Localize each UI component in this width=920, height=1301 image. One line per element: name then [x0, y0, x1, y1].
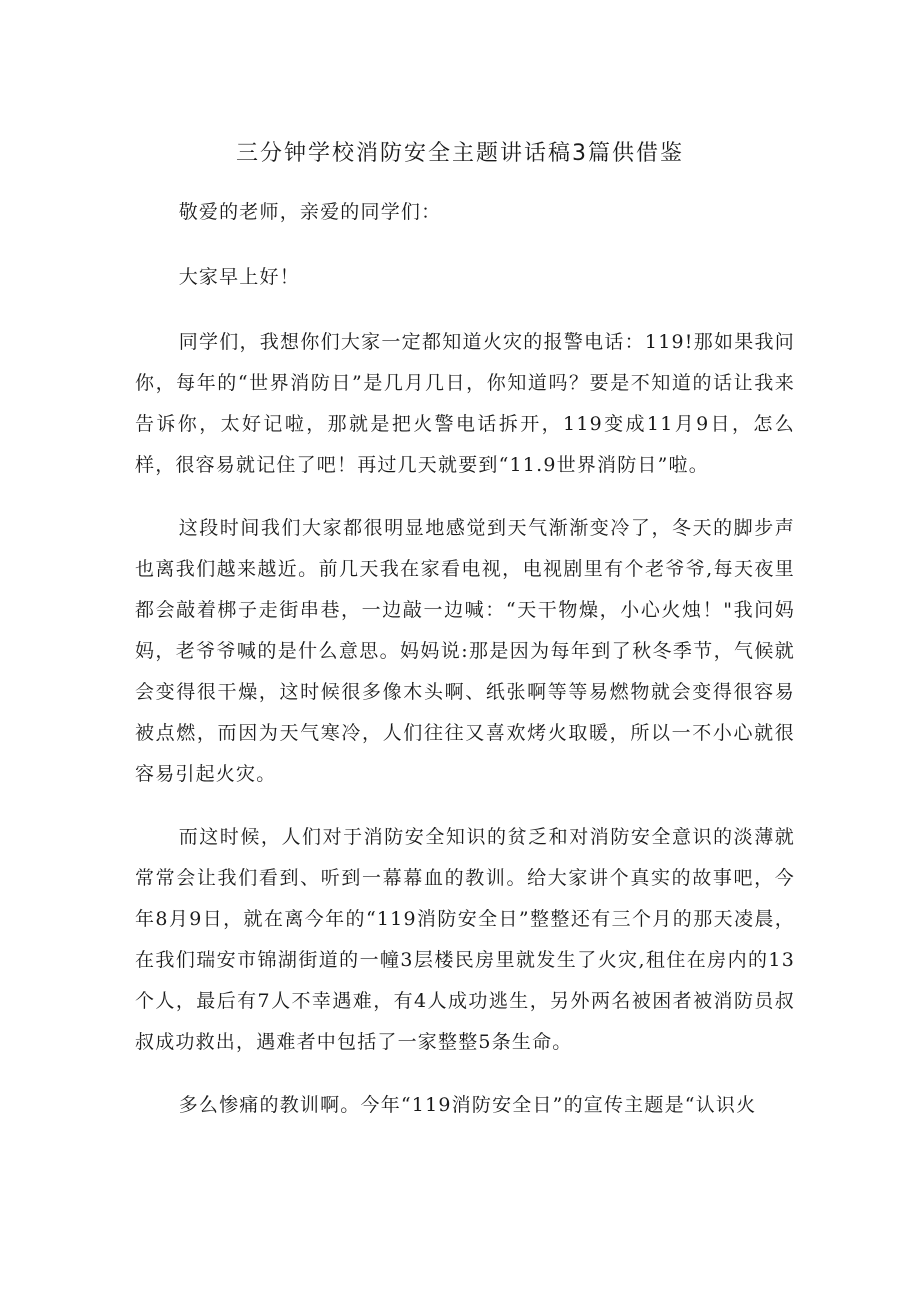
body-paragraph: 同学们，我想你们大家一定都知道火灾的报警电话：119!那如果我问你，每年的“世界消防日”是几月几日，你知道吗？要是不知道的话让我来告诉你，太好记啦，那就是把火警电话拆开，119变成11月9日，怎么样，很容易就记住了吧！再过几天就要到“11.9世界消防日”啦。: [135, 331, 795, 476]
document-title: 三分钟学校消防安全主题讲话稿3篇供借鉴: [236, 141, 684, 166]
body-paragraph: 这段时间我们大家都很明显地感觉到天气渐渐变冷了，冬天的脚步声也离我们越来越近。前几天我在家看电视，电视剧里有个老爷爷,每天夜里都会敲着梆子走街串巷，一边敲一边喊：“天干物燥，小心火烛！"我问妈妈，老爷爷喊的是什么意思。妈妈说:那是因为每年到了秋冬季节，气候就会变得很干燥，这时候很多像木头啊、纸张啊等等易燃物就会变得很容易被点燃，而因为天气寒冷，人们往往又喜欢烤火取暖，所以一不小心就很容易引起火灾。: [135, 517, 795, 785]
body-paragraph: 多么惨痛的教训啊。今年“119消防安全日”的宣传主题是“认识火: [178, 1094, 757, 1116]
body-paragraph: 而这时候，人们对于消防安全知识的贫乏和对消防安全意识的淡薄就常常会让我们看到、听到一幕幕血的教训。给大家讲个真实的故事吧，今年8月9日，就在离今年的“119消防安全日”整整还有三个月的那天凌晨，在我们瑞安市锦湖街道的一幢3层楼民房里就发生了火灾,租住在房内的13个人，最后有7人不幸遇难，有4人成功逃生，另外两名被困者被消防员叔叔成功救出，遇难者中包括了一家整整5条生命。: [135, 826, 795, 1053]
document-body: [135, 192, 795, 1148]
salutation-paragraph: 敬爱的老师，亲爱的同学们：: [178, 201, 442, 223]
greeting-paragraph: 大家早上好！: [178, 266, 300, 288]
